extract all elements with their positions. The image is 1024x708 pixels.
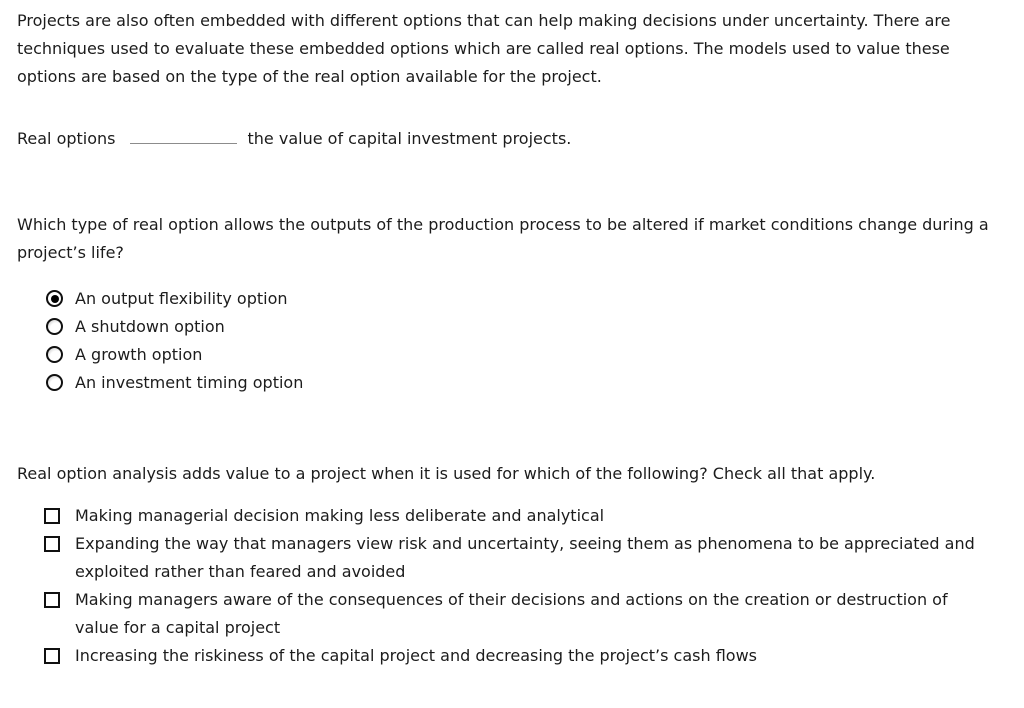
checkbox-option-label: Making managers aware of the consequences of their decisions and actions on the creation or destruction of value for a capital project — [75, 590, 948, 637]
radio-option-label: A shutdown option — [75, 317, 225, 336]
checkbox-option[interactable] — [44, 586, 1007, 642]
checkbox-option[interactable] — [44, 530, 1007, 586]
radio-option-label: An output flexibility option — [75, 289, 288, 308]
checkbox-icon[interactable] — [44, 648, 60, 664]
fill-in-blank-line — [17, 125, 1007, 153]
radio-option-label: A growth option — [75, 345, 203, 364]
checkbox-icon[interactable] — [44, 536, 60, 552]
checkbox-option-label: Increasing the riskiness of the capital project and decreasing the project’s cash flows — [75, 646, 757, 665]
checkbox-icon[interactable] — [44, 508, 60, 524]
radio-icon[interactable] — [46, 374, 63, 391]
radio-option[interactable] — [46, 369, 1007, 397]
intro-paragraph: Projects are also often embedded with different options that can help making decisions under uncertainty. There are techniques used to evaluate these embedded options which are called real options. The models used to value these options are based on the type of the real option available for the project. — [17, 11, 951, 86]
radio-icon[interactable] — [46, 290, 63, 307]
checkbox-option-label: Making managerial decision making less deliberate and analytical — [75, 506, 605, 525]
checkbox-icon[interactable] — [44, 592, 60, 608]
checkbox-question-text: Real option analysis adds value to a project when it is used for which of the following? Check all that apply. — [17, 464, 876, 483]
checkbox-option-label: Expanding the way that managers view risk and uncertainty, seeing them as phenomena to be appreciated and exploited rather than feared and avoided — [75, 534, 975, 581]
fill-blank-underline[interactable] — [130, 125, 237, 144]
fill-blank-before-text: Real options — [17, 129, 116, 148]
checkbox-option-group — [17, 502, 1007, 670]
radio-option-group — [17, 285, 1007, 397]
fill-blank-after-text: the value of capital investment projects. — [247, 129, 572, 148]
radio-option-label: An investment timing option — [75, 373, 304, 392]
radio-option[interactable] — [46, 285, 1007, 313]
radio-option[interactable] — [46, 341, 1007, 369]
radio-option[interactable] — [46, 313, 1007, 341]
checkbox-option[interactable] — [44, 502, 1007, 530]
checkbox-option[interactable] — [44, 642, 1007, 670]
radio-question-text: Which type of real option allows the outputs of the production process to be altered if market conditions change during a project’s life? — [17, 215, 989, 262]
radio-icon[interactable] — [46, 318, 63, 335]
radio-icon[interactable] — [46, 346, 63, 363]
